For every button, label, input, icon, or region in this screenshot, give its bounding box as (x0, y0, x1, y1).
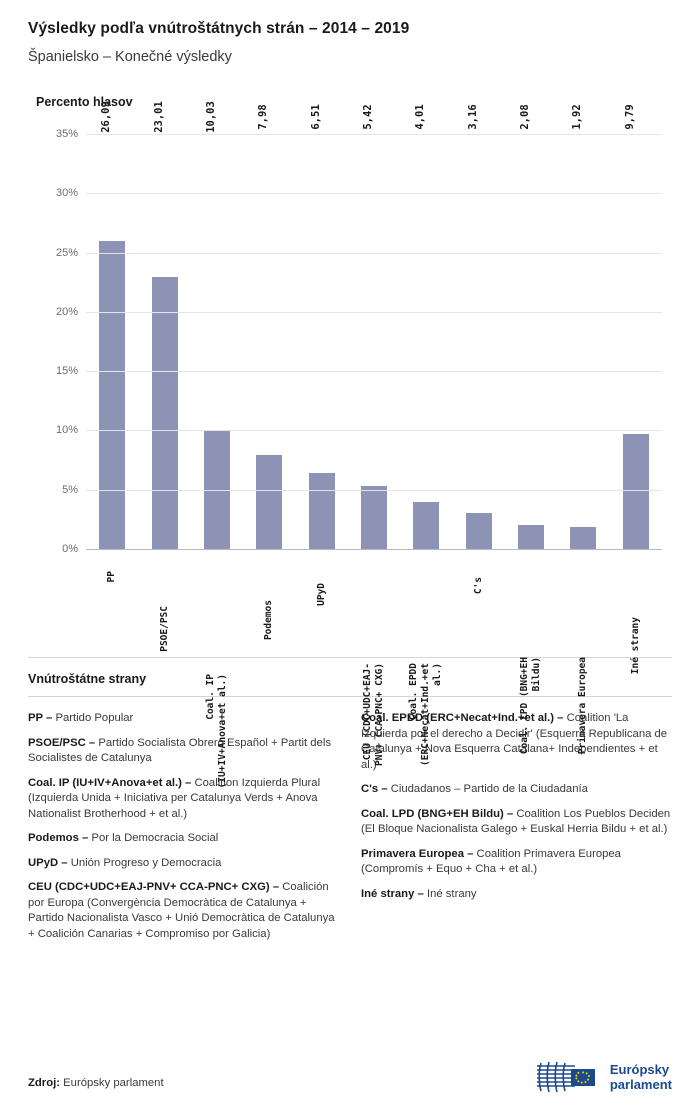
chart-bar-value-label: 23,01 (152, 101, 165, 133)
chart-x-label (159, 606, 171, 652)
legend-item-name: Coal. IP (IU+IV+Anova+et al.) – (28, 776, 195, 789)
legend-item (28, 856, 339, 872)
chart-bar-value-label: 7,98 (257, 104, 270, 130)
chart-y-tick-label: 15% (55, 365, 78, 378)
chart-x-label (362, 663, 386, 766)
legend-item-description: Coalición por Europa (Convergència Democràtica de Catalunya + Partido Nacionalista Vasco + Unió Democràtica de Catalunya + Coalición Canarias + Compromiso por Galicia) (28, 881, 335, 940)
chart-x-label (577, 657, 589, 754)
chart-y-tick-label: 10% (55, 424, 78, 437)
chart-x-label-line: Iné strany (629, 617, 641, 675)
chart-y-tick-label: 35% (55, 128, 78, 140)
chart-bar (99, 101, 125, 550)
chart-gridline (55, 305, 662, 318)
legend-item (28, 736, 339, 767)
chart-bar (623, 104, 649, 550)
chart-bar (570, 104, 596, 550)
chart-bar-value-label: 4,01 (414, 104, 427, 130)
legend-item-name: CEU (CDC+UDC+EAJ-PNV+ CCA-PNC+ CXG) – (28, 881, 283, 893)
chart-x-label (205, 674, 229, 788)
chart-x-label (263, 600, 275, 640)
legend-item (361, 807, 672, 838)
chart-x-label-line: Coal. LPD (BNG+EH (519, 657, 531, 755)
chart-x-label (408, 663, 444, 766)
source-note (28, 1077, 164, 1089)
chart-x-label-line: PP (106, 571, 118, 583)
chart-x-label-line: Coal. EPDD (408, 663, 420, 721)
chart-bar-value-label: 6,51 (309, 104, 322, 130)
legend-item-description: Iné strany (426, 887, 477, 900)
chart-gridline (55, 187, 662, 200)
legend-item-name: C's – (361, 783, 391, 795)
source-value: Európsky parlament (63, 1077, 164, 1089)
chart-x-label (316, 583, 328, 606)
legend-item-name: Coal. LPD (BNG+EH Bildu) – (361, 807, 517, 820)
legend-item-description: Coalition Primavera Europea (Compromís + Equo + Cha + et al.) (361, 847, 621, 875)
legend-item-name: Coal. EPDD (ERC+Necat+Ind.+et al.) – (361, 712, 567, 724)
legend-item-description: Coalition 'La Izquierda por el derecho a Decidir' (Esquerra Republicana de Catalunya + Nova Esquerra Catalana+ Independientes + et al.) (361, 712, 668, 771)
chart-bar-slot (453, 104, 505, 550)
chart-x-label-line: Bildu) (531, 657, 543, 692)
chart-x-label (106, 571, 118, 582)
chart-gridline (62, 543, 662, 555)
legend-item-description: Partido Popular (55, 712, 134, 724)
chart-x-label-line: CEU (CDC+UDC+EAJ- (361, 663, 373, 761)
chart-bar-slot (138, 101, 190, 550)
legend-item-description: Por la Democracia Social (91, 832, 219, 844)
chart-x-label (473, 577, 485, 594)
chart-bar (466, 104, 492, 550)
chart-bar-value-label: 2,08 (519, 104, 532, 130)
chart-x-label-line: PSOE/PSC (158, 606, 170, 652)
chart-bar (152, 101, 178, 550)
legend-column-left (28, 711, 339, 951)
legend-title: Vnútroštátne strany (28, 672, 147, 686)
chart-y-tick-label: 20% (55, 305, 78, 318)
chart-x-label-line: al.) (432, 663, 444, 686)
chart-x-label-line: (IU+IV+Anova+et al.) (216, 674, 228, 789)
chart-x-label-line: Podemos (263, 600, 275, 641)
chart-bar-slot (557, 104, 609, 550)
source-label: Zdroj: (28, 1077, 64, 1089)
legend-item (361, 887, 672, 903)
legend-item-name: UPyD – (28, 856, 71, 869)
chart-bar-value-label: 10,03 (204, 101, 217, 133)
legend-item-name: PSOE/PSC – (28, 736, 99, 749)
legend-item (28, 880, 339, 942)
chart-bar-slot (610, 104, 662, 550)
legend-item (361, 782, 672, 798)
ep-emblem-icon (535, 1057, 601, 1097)
chart-y-tick-label: 25% (55, 246, 78, 259)
chart-bar-slot (400, 104, 452, 550)
chart-bar-slot (243, 104, 295, 550)
chart-bar-slot (505, 104, 557, 550)
legend-item (28, 776, 339, 823)
chart-x-label-line: PNV+ CCA-PNC+ CXG) (373, 663, 385, 766)
chart-x-label-line: UPyD (315, 583, 327, 606)
chart-axis-title: Percento hlasov (36, 95, 133, 109)
chart-bar (518, 104, 544, 550)
chart-x-label-line: C's (472, 577, 484, 595)
chart-bar-value-label: 1,92 (571, 104, 584, 130)
chart-bar (413, 104, 439, 550)
chart-gridline (55, 128, 662, 140)
legend-item-name: PP – (28, 712, 56, 724)
chart-bar-slot (348, 104, 400, 550)
ep-logo-line1: Európsky (609, 1062, 670, 1077)
chart-x-label-line: Coal. IP (204, 674, 216, 720)
chart-bar-slot (86, 101, 138, 550)
ep-logo-line2: parlament (609, 1077, 672, 1092)
chart-bar-slot (295, 104, 347, 550)
legend-item-description: Coalition Los Pueblos Deciden (El Bloque Nacionalista Galego + Euskal Herria Bildu + et al.) (361, 807, 671, 835)
legend-item-description: Ciudadanos – Partido de la Ciudadanía (390, 783, 588, 795)
legend-item (28, 711, 339, 727)
legend-item-description: Partido Socialista Obrero Español + Partit dels Socialistes de Catalunya (28, 736, 331, 764)
chart-bar (309, 104, 335, 550)
legend-item-name: Iné strany – (361, 887, 427, 900)
legend-columns (28, 697, 672, 951)
chart-bar (256, 104, 282, 550)
ep-logo-text (610, 1062, 672, 1092)
legend-item-description: Coalition Izquierda Plural (Izquierda Unida + Iniciativa per Catalunya Verds + Anova Nationalist Brotherhood + et al.) (28, 776, 321, 820)
chart-y-tick-label: 0% (62, 543, 78, 555)
chart-y-tick-label: 30% (55, 187, 78, 200)
chart-x-label (519, 657, 543, 754)
chart-bar (361, 104, 387, 550)
page-subtitle: Španielsko – Konečné výsledky (28, 49, 232, 65)
chart-plot-area (55, 101, 662, 555)
legend-item (28, 831, 339, 847)
chart-x-label-line: (ERC+Necat+Ind.+et (420, 663, 432, 766)
chart-bar-value-label: 3,16 (466, 104, 479, 130)
chart-gridline (55, 424, 662, 437)
page-title: Výsledky podľa vnútroštátnych strán – 2014 – 2019 (28, 20, 410, 37)
chart-gridline (55, 365, 662, 378)
chart-x-label-line: Primavera Europea (577, 657, 589, 755)
legend-item-description: Unión Progreso y Democracia (70, 856, 222, 869)
chart-gridline (55, 246, 662, 259)
legend-item (361, 847, 672, 878)
legend-item-name: Primavera Europea – (361, 847, 477, 860)
chart-y-tick-label: 5% (62, 483, 78, 496)
legend-item-name: Podemos – (28, 832, 92, 844)
chart-bar-value-label: 9,79 (623, 104, 636, 130)
chart-gridline (62, 483, 662, 496)
chart-bar-value-label: 26,09 (100, 101, 113, 133)
european-parliament-logo (535, 1057, 672, 1097)
chart-bar-slot (191, 101, 243, 550)
chart-bars (86, 101, 662, 550)
chart-bar-value-label: 5,42 (361, 104, 374, 130)
chart-x-label (630, 617, 642, 674)
